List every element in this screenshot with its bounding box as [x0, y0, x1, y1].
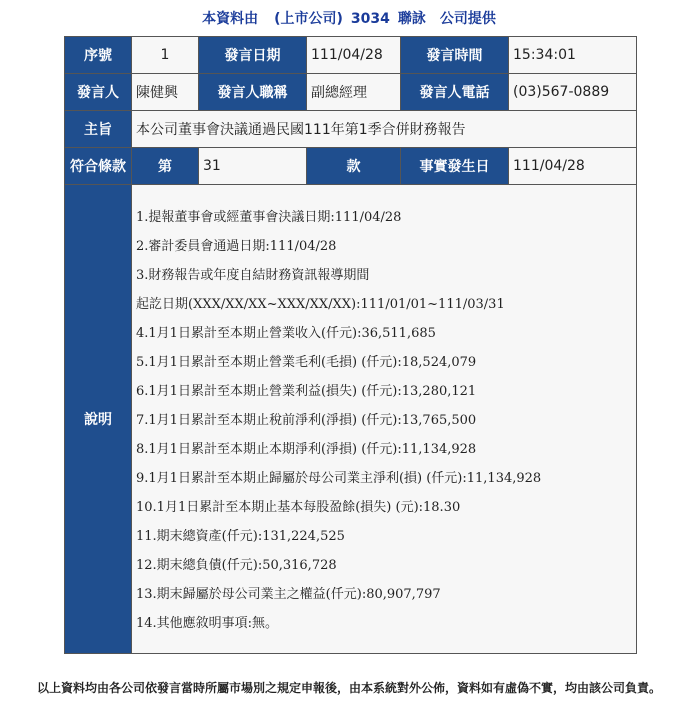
speaker-value: 陳健興 [132, 74, 199, 111]
description-lines [136, 185, 632, 638]
description-line: 起訖日期(XXX/XX/XX~XXX/XX/XX):111/01/01~111/03/31 [136, 297, 505, 312]
speaker-title-value: 副總經理 [307, 74, 401, 111]
announcement-table [64, 36, 637, 654]
table-row [65, 185, 637, 654]
header-company-name: 聯詠 [397, 11, 426, 27]
event-date-label: 事實發生日 [401, 148, 509, 185]
seq-value: 1 [132, 37, 199, 74]
clause-label: 符合條款 [65, 148, 132, 185]
description-line: 12.期末總負債(仟元):50,316,728 [136, 558, 337, 573]
speaker-title-label: 發言人職稱 [199, 74, 307, 111]
report-header [0, 8, 698, 28]
table-row [65, 148, 637, 185]
description-content [132, 185, 637, 654]
table-row [65, 37, 637, 74]
description-label: 說明 [65, 185, 132, 654]
description-line: 5.1月1日累計至本期止營業毛利(毛損) (仟元):18,524,079 [136, 355, 477, 370]
description-line: 4.1月1日累計至本期止營業收入(仟元):36,511,685 [136, 326, 436, 341]
speaker-phone-label: 發言人電話 [401, 74, 509, 111]
header-prefix: 本資料由 [202, 11, 259, 27]
clause-number: 31 [199, 148, 307, 185]
speaker-label: 發言人 [65, 74, 132, 111]
description-line: 2.審計委員會通過日期:111/04/28 [136, 239, 337, 254]
footer-disclaimer: 以上資料均由各公司依發言當時所屬市場別之規定申報後，由本系統對外公佈，資料如有虛偽不實，均由該公司負責。 [36, 681, 661, 695]
date-value: 111/04/28 [307, 37, 401, 74]
seq-label: 序號 [65, 37, 132, 74]
table-row [65, 111, 637, 148]
event-date-value: 111/04/28 [509, 148, 637, 185]
time-value: 15:34:01 [509, 37, 637, 74]
subject-label: 主旨 [65, 111, 132, 148]
description-line: 8.1月1日累計至本期止本期淨利(淨損) (仟元):11,134,928 [136, 442, 477, 457]
description-line: 1.提報董事會或經董事會決議日期:111/04/28 [136, 210, 402, 225]
description-line: 10.1月1日累計至本期止基本每股盈餘(損失) (元):18.30 [136, 500, 461, 515]
description-line: 11.期末總資產(仟元):131,224,525 [136, 529, 345, 544]
clause-di: 第 [132, 148, 199, 185]
speaker-phone-value: (03)567-0889 [509, 74, 637, 111]
header-stock-code: 3034 [350, 11, 390, 27]
time-label: 發言時間 [401, 37, 509, 74]
description-line: 9.1月1日累計至本期止歸屬於母公司業主淨利(損) (仟元):11,134,928 [136, 471, 542, 486]
description-line: 3.財務報告或年度自結財務資訊報導期間 [136, 268, 370, 283]
description-line: 13.期末歸屬於母公司業主之權益(仟元):80,907,797 [136, 587, 441, 602]
header-suffix: 公司提供 [439, 11, 496, 27]
description-line: 6.1月1日累計至本期止營業利益(損失) (仟元):13,280,121 [136, 384, 477, 399]
clause-kuan: 款 [307, 148, 401, 185]
date-label: 發言日期 [199, 37, 307, 74]
subject-value: 本公司董事會決議通過民國111年第1季合併財務報告 [132, 111, 637, 148]
table-row [65, 74, 637, 111]
header-market: (上市公司) [274, 11, 343, 27]
description-line: 7.1月1日累計至本期止稅前淨利(淨損) (仟元):13,765,500 [136, 413, 477, 428]
description-line: 14.其他應敘明事項:無。 [136, 616, 279, 631]
